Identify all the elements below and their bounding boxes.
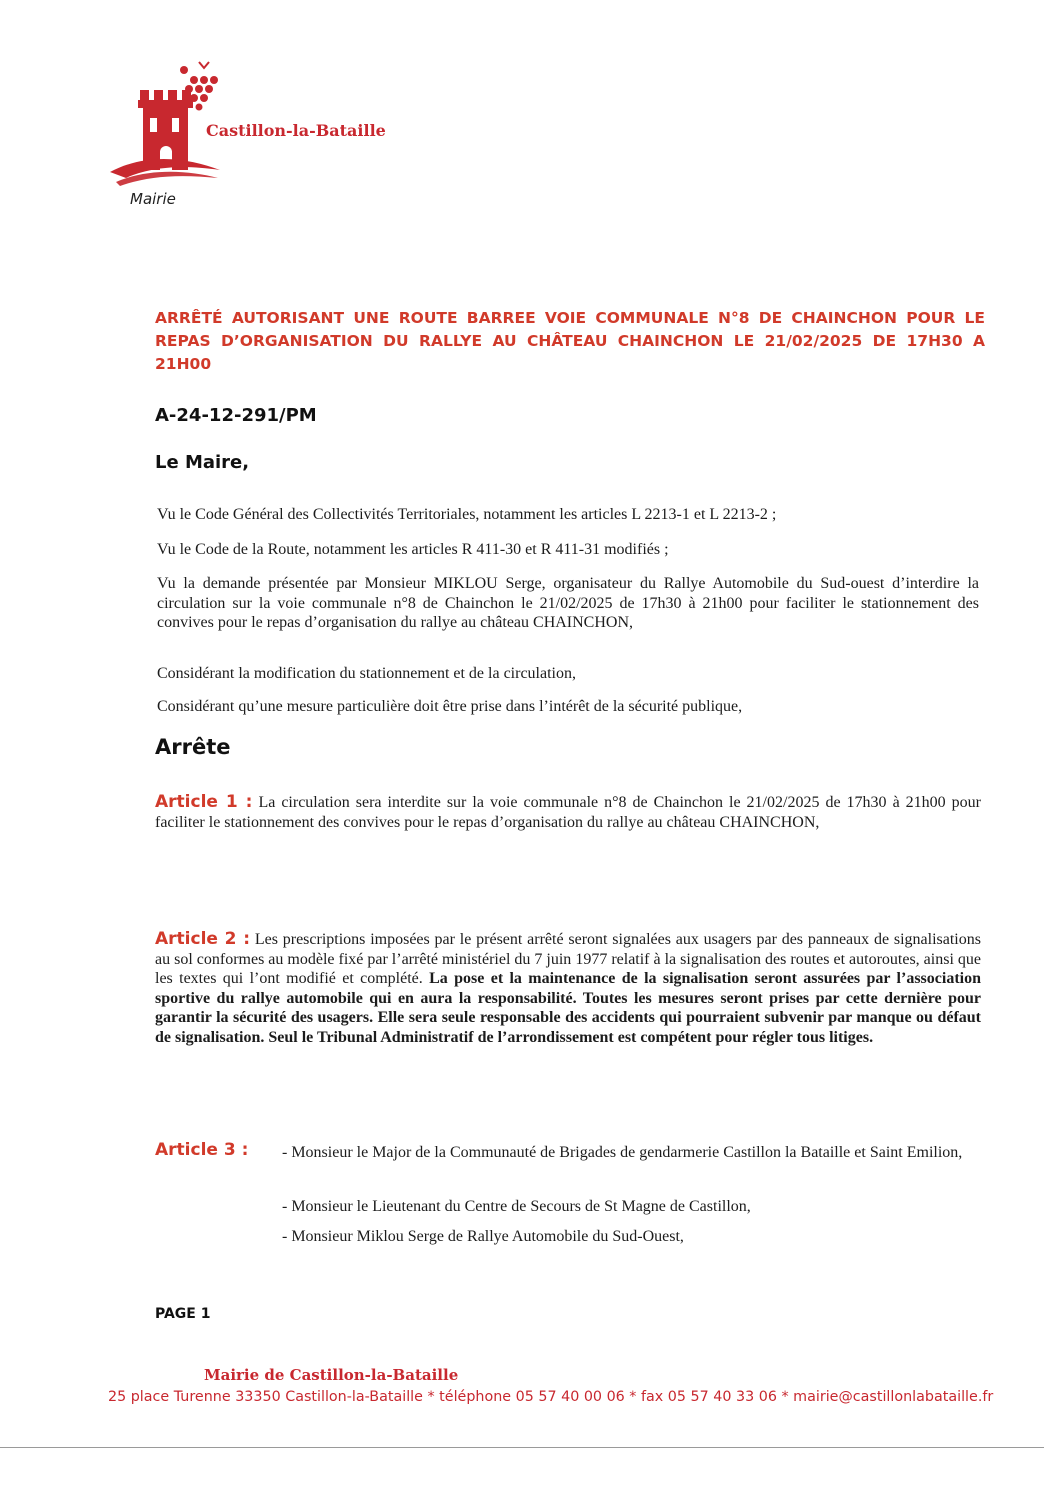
article-2-text: Les prescriptions imposées par le présent arrêté seront signalées aux usagers par des panneaux de signalisations au sol conformes au modèle fixé par l’arrêté ministériel du 7 juin 1977 relatif à la signalisation des routes et autoroutes, ainsi que les textes qui l’ont modifié et complété. <box>155 931 981 987</box>
article-1 <box>155 793 981 832</box>
article-3-label: Article 3 : <box>155 1140 249 1160</box>
considerant-paragraph-1: Considérant la modification du stationnement et de la circulation, <box>157 665 576 682</box>
article-2 <box>155 930 981 1047</box>
article-2-bold-text: La pose et la maintenance de la signalisation seront assurées par l’association sportive du rallye automobile qui en aura la responsabilité. Toutes les mesures seront prises par cette dernière pour garantir la sécurité des usagers. Elle sera seule responsable des accidents qui pourraient subvenir par manque ou défaut de signalisation. Seul le Tribunal Administratif de l’arrondissement est compétent pour régler tous litiges. <box>155 970 981 1046</box>
vu-paragraph-2: Vu le Code de la Route, notamment les articles R 411-30 et R 411-31 modifiés ; <box>157 541 669 558</box>
town-name: Castillon-la-Bataille <box>206 121 386 140</box>
footer-organization: Mairie de Castillon-la-Bataille <box>204 1366 459 1384</box>
mairie-label: Mairie <box>130 190 176 208</box>
article-1-label: Article 1 : <box>155 792 253 812</box>
article-3-item: - Monsieur le Major de la Communauté de Brigades de gendarmerie Castillon la Bataille et Saint Emilion, <box>282 1144 963 1161</box>
document-title: ARRÊTÉ AUTORISANT UNE ROUTE BARREE VOIE COMMUNALE N°8 DE CHAINCHON POUR LE REPAS D’ORGANISATION DU RALLYE AU CHÂTEAU CHAINCHON LE 21/02/2025 DE 17H30 A 21H00 <box>155 309 985 373</box>
article-1-text: La circulation sera interdite sur la voie communale n°8 de Chainchon le 21/02/2025 de 17h30 à 21h00 pour faciliter le stationnement des convives pour le repas d’organisation du rallye au château CHAINCHON, <box>155 794 982 831</box>
footer-address: 25 place Turenne 33350 Castillon-la-Bataille * téléphone 05 57 40 00 06 * fax 05 57 40 33 06 * mairie@castillonlabataille.fr <box>108 1389 994 1405</box>
considerant-paragraph-2: Considérant qu’une mesure particulière doit être prise dans l’intérêt de la sécurité publique, <box>157 698 743 715</box>
vu-paragraph-3: Vu la demande présentée par Monsieur MIKLOU Serge, organisateur du Rallye Automobile du Sud-ouest d’interdire la circulation sur la voie communale n°8 de Chainchon le 21/02/2025 de 17h30 à 21h00 pour faciliter le stationnement des convives pour le repas d’organisation du rallye au château CHAINCHON, <box>157 575 979 631</box>
tower-icon <box>138 90 193 170</box>
page-number: PAGE 1 <box>155 1306 211 1322</box>
article-3-item: - Monsieur le Lieutenant du Centre de Secours de St Magne de Castillon, <box>282 1198 751 1215</box>
footer-divider <box>0 1447 1044 1448</box>
vu-paragraph-1: Vu le Code Général des Collectivités Territoriales, notamment les articles L 2213-1 et L 2213-2 ; <box>157 506 777 523</box>
article-2-label: Article 2 : <box>155 929 251 949</box>
article-3-item: - Monsieur Miklou Serge de Rallye Automobile du Sud-Ouest, <box>282 1228 684 1245</box>
le-maire-heading: Le Maire, <box>155 452 250 473</box>
arrete-heading: Arrête <box>155 735 231 759</box>
document-reference: A-24-12-291/PM <box>155 405 317 426</box>
